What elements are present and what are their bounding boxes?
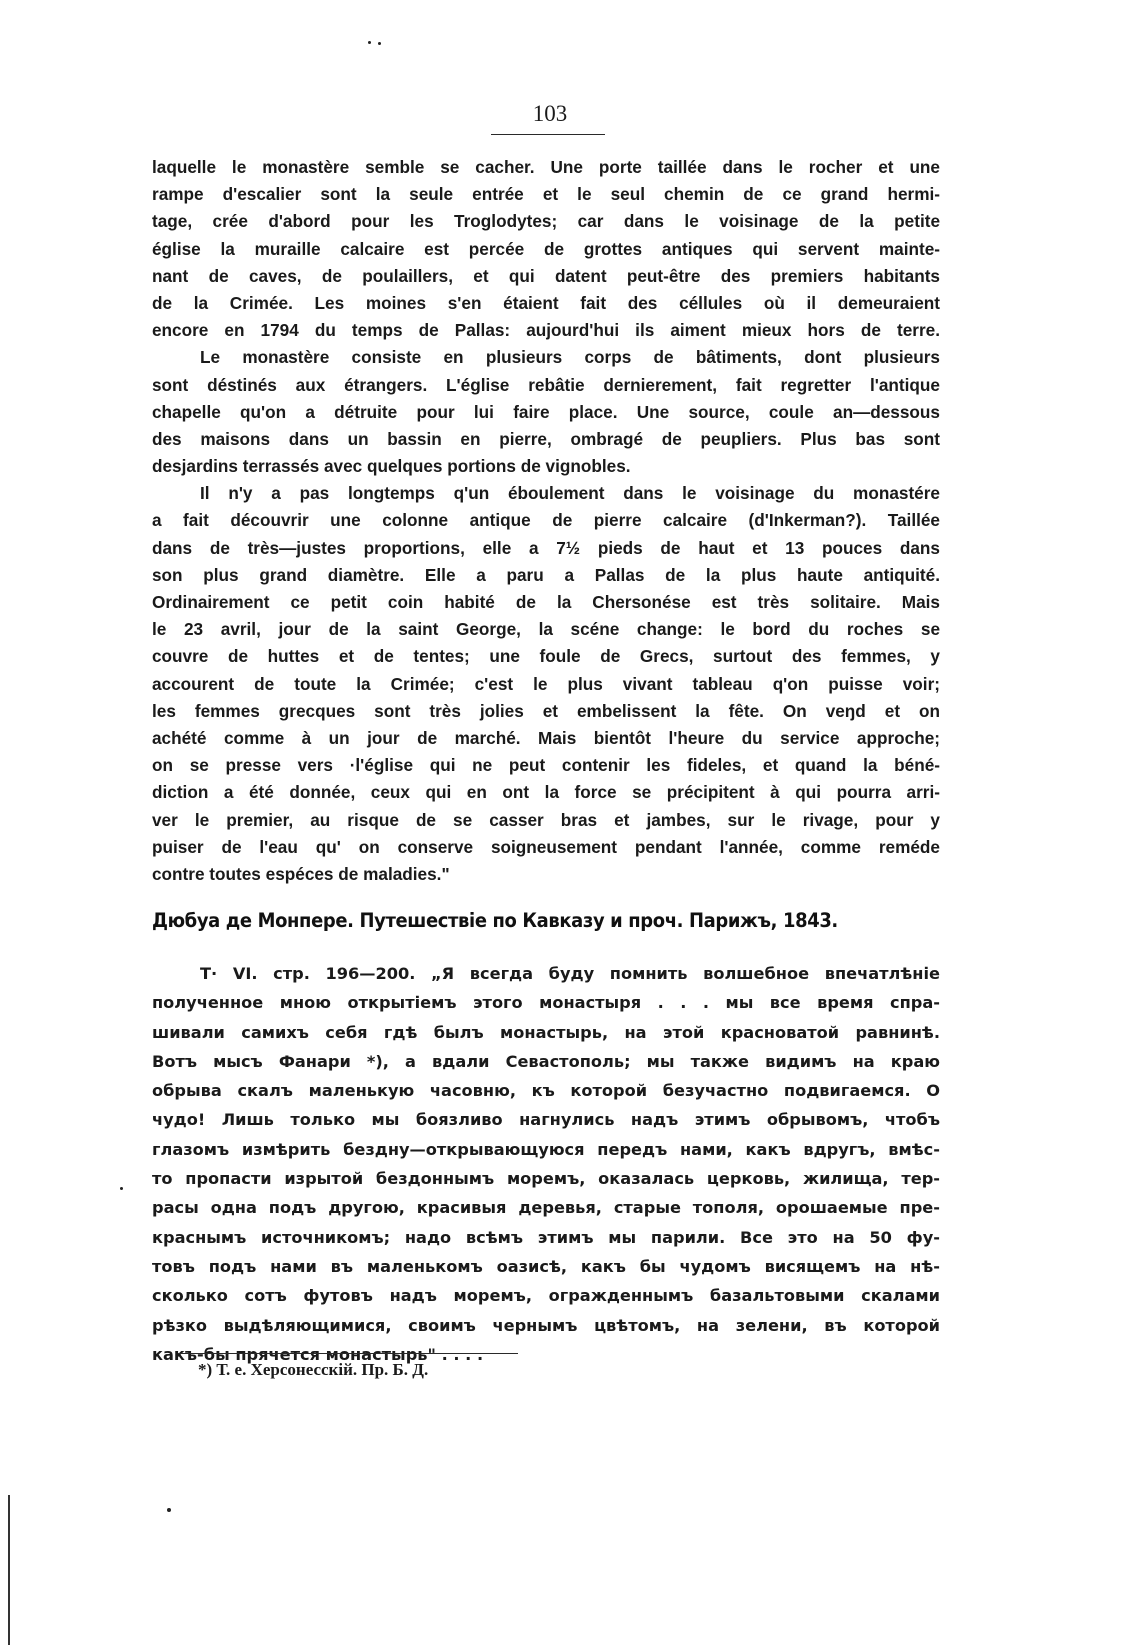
- text-line: ver le premier, au risque de se casser bras et jambes, sur le rivage, pour y: [152, 809, 940, 830]
- text-line: desjardins terrassés avec quelques portions de vignobles.: [152, 456, 631, 477]
- page-number-rule: [491, 134, 605, 135]
- footnote: *) Т. е. Херсонесскій. Пр. Б. Д.: [198, 1360, 429, 1379]
- text-line: расы одна подъ другою, красивыя деревья, старые тополя, орошаемые пре-: [152, 1198, 940, 1218]
- text-line: encore en 1794 du temps de Pallas: aujourd'hui ils aiment mieux hors de terre.: [152, 320, 940, 341]
- text-line: Il n'y a pas longtemps q'un éboulement dans le voisinage du monastére: [200, 483, 940, 504]
- text-line: de la Crimée. Les moines s'en étaient fait des céllules où il demeuraient: [152, 292, 940, 313]
- print-speck: [120, 1187, 123, 1190]
- russian-text-block: [152, 959, 940, 1369]
- text-line: rampe d'escalier sont la seule entrée et le seul chemin de ce grand hermi-: [152, 184, 940, 205]
- text-line: son plus grand diamètre. Elle a paru a Pallas de la plus haute antiquité.: [152, 564, 940, 585]
- text-line: a fait découvrir une colonne antique de pierre calcaire (d'Inkerman?). Taillée: [152, 510, 940, 531]
- page-number: 103: [532, 101, 568, 126]
- text-line: les femmes grecques sont très jolies et embelissent la fête. On veŋd et on: [152, 700, 940, 721]
- text-line: полученное мною открытіемъ этого монастыря . . . мы все время спра-: [152, 993, 940, 1013]
- text-line: des maisons dans un bassin en pierre, ombragé de peupliers. Plus bas sont: [152, 428, 940, 449]
- text-line: chapelle qu'on a détruite pour lui faire place. Une source, coule an—dessous: [152, 401, 940, 422]
- text-line: шивали самихъ себя гдѣ былъ монастырь, на этой красноватой равнинѣ.: [152, 1022, 940, 1042]
- text-line: tage, crée d'abord pour les Troglodytes; car dans le voisinage de la petite: [152, 211, 940, 232]
- text-line: краснымъ источникомъ; надо всѣмъ этимъ мы парили. Все это на 50 фу-: [152, 1227, 940, 1247]
- text-line: laquelle le monastère semble se cacher. Une porte taillée dans le rocher et une: [152, 157, 940, 177]
- section-heading: Дюбуа де Монпере. Путешествіе по Кавказу и проч. Парижъ, 1843.: [152, 909, 838, 932]
- text-line: achété comme à un jour de marché. Mais bientôt l'heure du service approche;: [152, 727, 940, 748]
- print-speck: [378, 42, 381, 45]
- text-line: сколько сотъ футовъ надъ моремъ, огражденнымъ базальтовыми скалами: [152, 1286, 940, 1306]
- text-line: église la muraille calcaire est percée de grottes antiques qui servent mainte-: [152, 238, 940, 259]
- text-line: Т· VI. стр. 196—200. „Я всегда буду помнить волшебное впечатлѣніе: [200, 964, 940, 983]
- text-line: dans de très—justes proportions, elle a 7½ pieds de haut et 13 pouces dans: [152, 537, 940, 558]
- print-speck: [368, 41, 371, 44]
- text-line: le 23 avril, jour de la saint George, la scéne change: le bord du roches se: [152, 619, 940, 640]
- margin-mark: [8, 1495, 10, 1645]
- text-line: contre toutes espéces de maladies.": [152, 863, 450, 884]
- text-line: on se presse vers ·l'église qui ne peut contenir les fideles, et quand la béné-: [152, 755, 940, 776]
- text-line: обрыва скалъ маленькую часовню, къ которой безучастно подвигаемся. О: [152, 1081, 940, 1101]
- text-line: глазомъ измѣрить бездну—открывающуюся передъ нами, какъ вдругъ, вмѣс-: [152, 1139, 940, 1159]
- text-line: рѣзко выдѣляющимися, своимъ чернымъ цвѣтомъ, на зелени, въ которой: [152, 1315, 940, 1335]
- french-text-block: [152, 154, 940, 888]
- text-line: nant de caves, de poulaillers, et qui datent peut-être des premiers habitants: [152, 265, 940, 286]
- text-line: какъ-бы прячется монастырь" . . . .: [152, 1344, 484, 1364]
- text-line: Le monastère consiste en plusieurs corps de bâtiments, dont plusieurs: [200, 347, 940, 368]
- text-line: sont déstinés aux étrangers. L'église rebâtie dernierement, fait regretter l'antique: [152, 374, 940, 395]
- text-line: Вотъ мысъ Фанари *), а вдали Севастополь; мы также видимъ на краю: [152, 1051, 940, 1071]
- text-line: diction a été donnée, ceux qui en ont la force se précipitent à qui pourra arri-: [152, 782, 940, 803]
- text-line: accourent de toute la Crimée; c'est le plus vivant tableau q'on puisse voir;: [152, 673, 940, 694]
- footnote-rule: [178, 1353, 518, 1354]
- print-speck: [167, 1508, 171, 1512]
- text-line: Ordinairement ce petit coin habité de la Chersonése est très solitaire. Mais: [152, 592, 940, 612]
- text-line: то пропасти изрытой бездоннымъ моремъ, оказалась церковь, жилища, тер-: [152, 1169, 940, 1189]
- text-line: puiser de l'eau qu' on conserve soigneusement pendant l'année, comme reméde: [152, 836, 940, 857]
- text-line: чудо! Лишь только мы боязливо нагнулись надъ этимъ обрывомъ, чтобъ: [152, 1110, 940, 1130]
- text-line: couvre de huttes et de tentes; une foule de Grecs, surtout des femmes, y: [152, 646, 940, 667]
- text-line: товъ подъ нами въ маленькомъ оазисѣ, какъ бы чудомъ висящемъ на нѣ-: [152, 1256, 940, 1276]
